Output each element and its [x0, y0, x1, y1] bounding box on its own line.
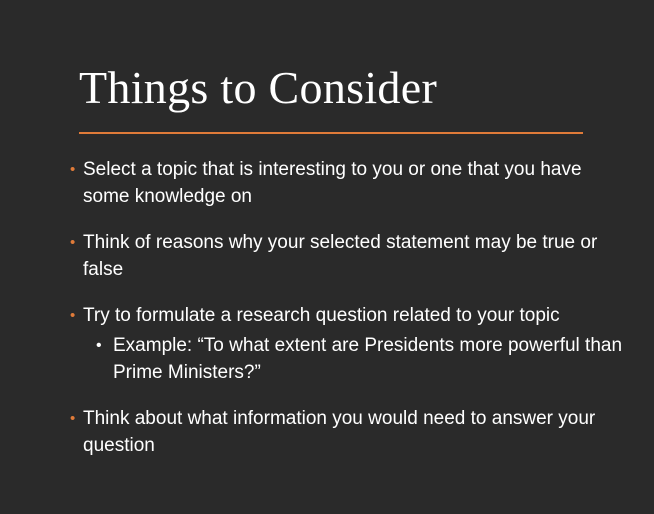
sub-bullet-dot-icon: •	[96, 337, 102, 354]
bullet-text: Think about what information you would need to answer your question	[83, 408, 596, 456]
bullet-item	[70, 229, 630, 283]
sub-bullet-item	[78, 332, 630, 386]
bullet-text: Try to formulate a research question related to your topic	[83, 305, 560, 326]
bullet-text: Think of reasons why your selected statement may be true or false	[83, 232, 598, 280]
bullet-dot-icon: •	[70, 234, 76, 251]
bullet-item	[70, 156, 630, 210]
sub-bullet-text: Example: “To what extent are Presidents more powerful than Prime Ministers?”	[113, 335, 623, 383]
bullet-dot-icon: •	[70, 410, 76, 427]
bullet-dot-icon: •	[70, 307, 76, 324]
bullet-item	[70, 405, 630, 459]
title-underline	[79, 132, 583, 134]
bullet-text: Select a topic that is interesting to you or one that you have some knowledge on	[83, 159, 582, 207]
bullet-dot-icon: •	[70, 161, 76, 178]
bullet-item	[70, 302, 630, 386]
bullet-list	[70, 156, 630, 459]
slide-title: Things to Consider	[79, 62, 438, 113]
